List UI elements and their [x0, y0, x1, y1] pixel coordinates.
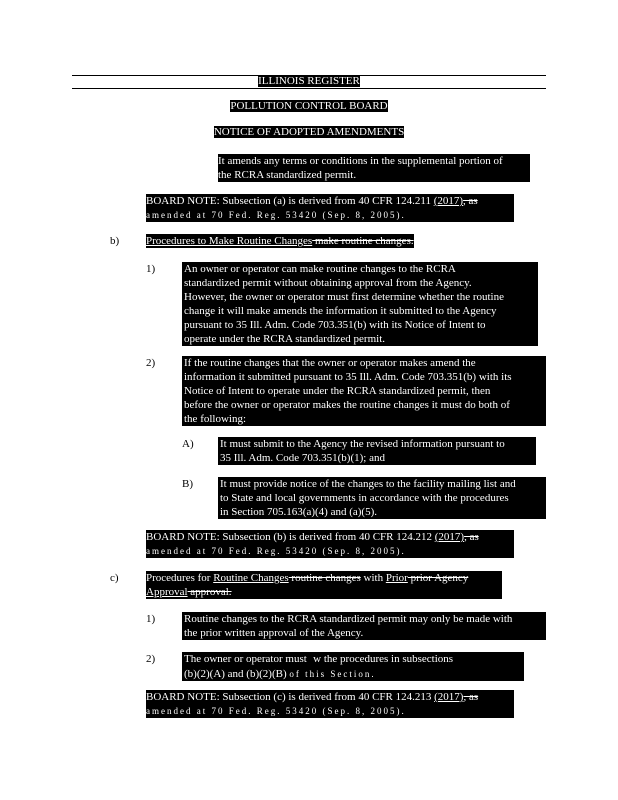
- section-c-title: Procedures for Routine Changes routine changes with Prior prior Agency Approval approval.: [146, 571, 502, 599]
- register-title: ILLINOIS REGISTER: [258, 75, 360, 87]
- board-note-a: BOARD NOTE: Subsection (a) is derived from 40 CFR 124.211 (2017), as amended at 70 Fed. Reg. 53420 (Sep. 8, 2005).: [146, 194, 514, 222]
- intro-paragraph: It amends any terms or conditions in the supplemental portion of the RCRA standardized permit.: [218, 154, 530, 182]
- item-b2a-label: A): [182, 438, 194, 450]
- section-b-label: b): [110, 235, 120, 247]
- item-c1-label: 1): [146, 613, 156, 625]
- header-rule-bottom: [72, 88, 546, 89]
- item-b2b-text: It must provide notice of the changes to the facility mailing list and to State and local governments in accordance with the procedures in Section 705.163(a)(4) and (a)(5).: [218, 477, 546, 519]
- item-c2-text: The owner or operator must w the procedures in subsections (b)(2)(A) and (b)(2)(B) of this Section.: [182, 652, 524, 681]
- item-b1-label: 1): [146, 263, 156, 275]
- board-note-c: BOARD NOTE: Subsection (c) is derived from 40 CFR 124.213 (2017), as amended at 70 Fed. Reg. 53420 (Sep. 8, 2005).: [146, 690, 514, 718]
- item-c2-label: 2): [146, 653, 156, 665]
- notice-title: NOTICE OF ADOPTED AMENDMENTS: [213, 126, 405, 138]
- board-note-b: BOARD NOTE: Subsection (b) is derived from 40 CFR 124.212 (2017), as amended at 70 Fed. Reg. 53420 (Sep. 8, 2005).: [146, 530, 514, 558]
- item-c1-text: Routine changes to the RCRA standardized permit may only be made with the prior written approval of the Agency.: [182, 612, 546, 640]
- item-b1-text: An owner or operator can make routine changes to the RCRA standardized permit without obtaining approval from the Agency. However, the owner or operator must first determine whether the routine change it will make amends the information it submitted to the Agency pursuant to 35 Ill. Adm. Code 703.351(b) with its Notice of Intent to operate under the RCRA standardized permit.: [182, 262, 538, 346]
- section-c-label: c): [110, 572, 119, 584]
- item-b2a-text: It must submit to the Agency the revised information pursuant to 35 Ill. Adm. Code 703.351(b)(1); and: [218, 437, 536, 465]
- section-b-title: Procedures to Make Routine Changes make routine changes.: [146, 235, 414, 247]
- item-b2b-label: B): [182, 478, 193, 490]
- item-b2-label: 2): [146, 357, 156, 369]
- board-title: POLLUTION CONTROL BOARD: [230, 100, 388, 112]
- item-b2-text: If the routine changes that the owner or operator makes amend the information it submitted pursuant to 35 Ill. Adm. Code 703.351(b) with its Notice of Intent to operate under the RCRA standardized permit, then before the owner or operator makes the routine changes it must do both of the following:: [182, 356, 546, 426]
